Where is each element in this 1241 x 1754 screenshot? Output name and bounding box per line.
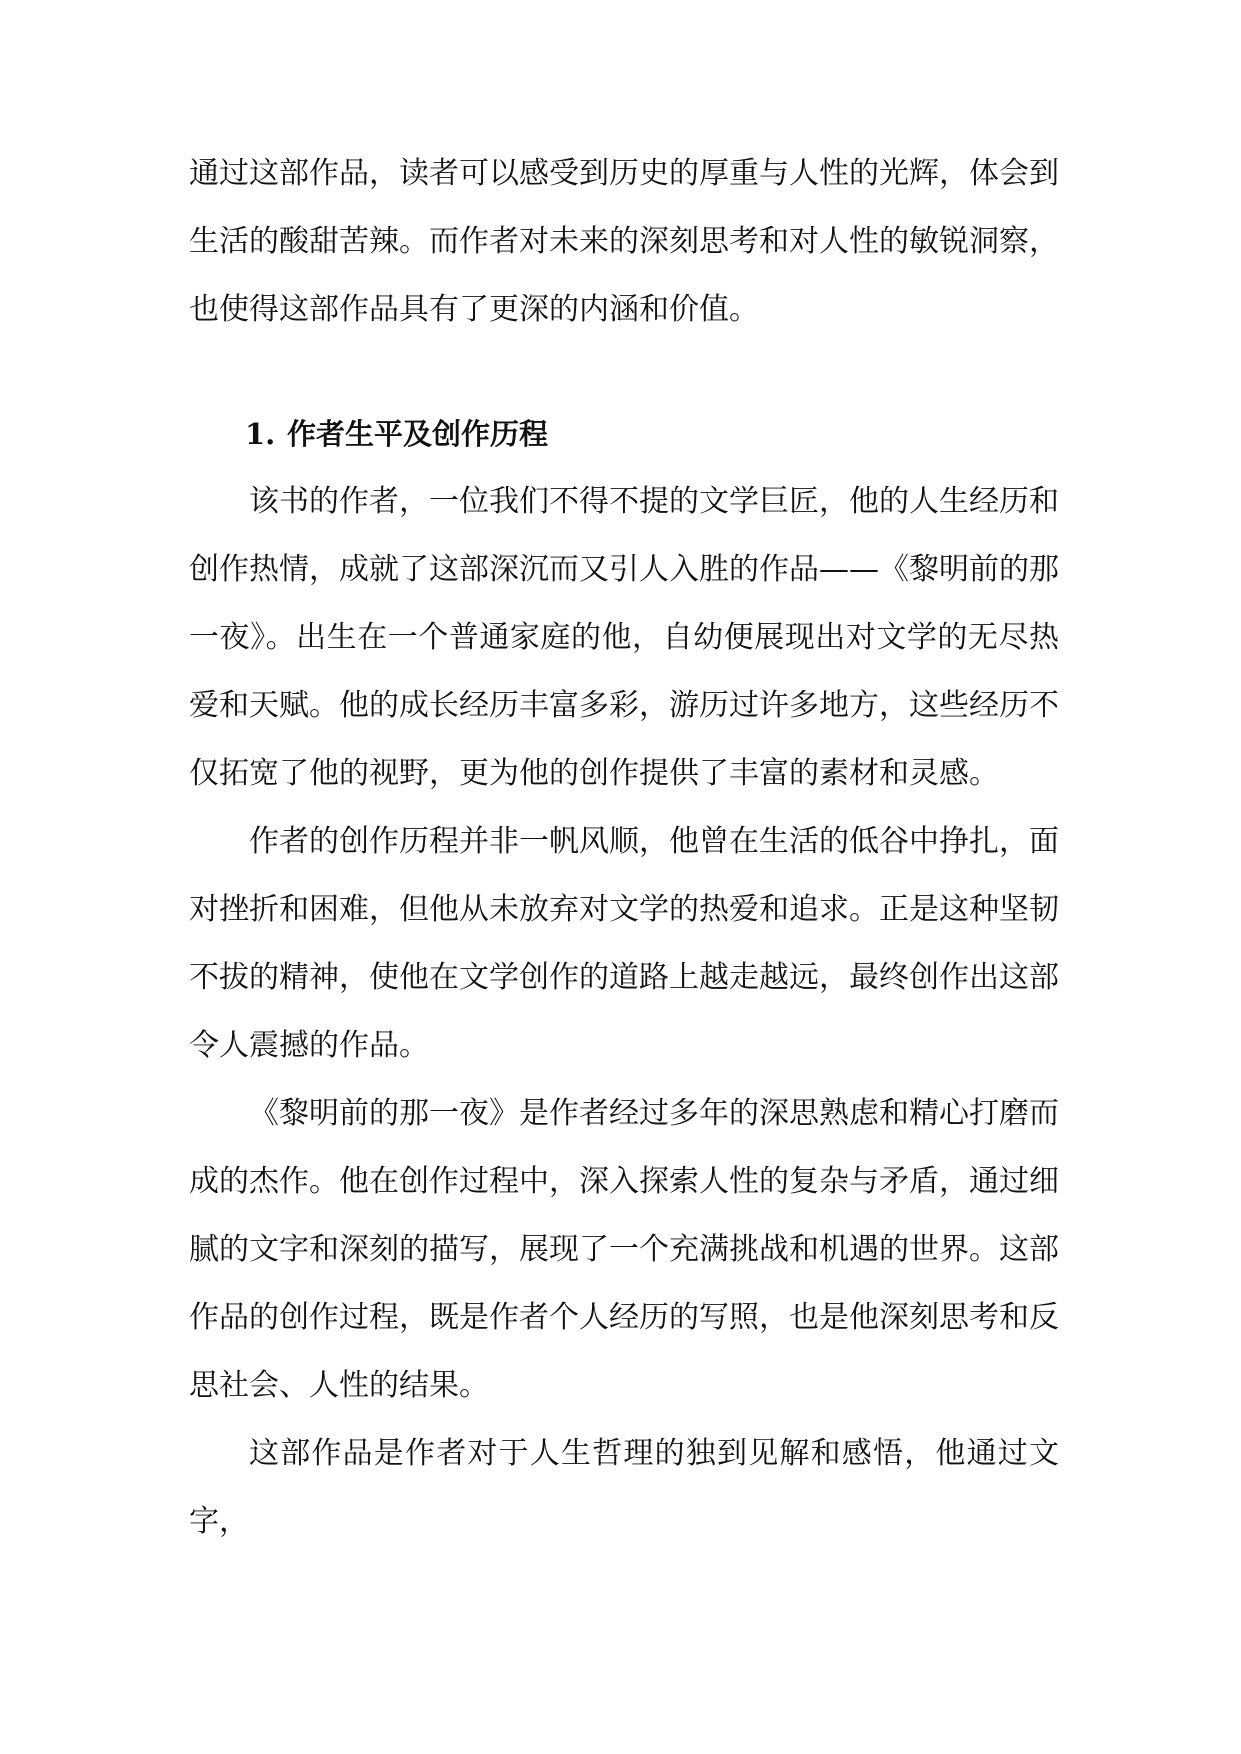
section-number: 1.: [245, 417, 276, 451]
paragraph-2: 作者的创作历程并非一帆风顺，他曾在生活的低谷中挣扎，面对挫折和困难，但他从未放弃对文学的热爱和追求。正是这种坚韧不拔的精神，使他在文学创作的道路上越走越远，最终创作出这部令人震撼的作品。: [189, 824, 1059, 1063]
section-heading: [189, 400, 1059, 468]
document-body: [189, 140, 1059, 1556]
paragraph-intro: 通过这部作品，读者可以感受到历史的厚重与人性的光辉，体会到生活的酸甜苦辣。而作者对未来的深刻思考和对人性的敏锐洞察，也使得这部作品具有了更深的内涵和价值。: [189, 156, 1059, 327]
paragraph-1: 该书的作者，一位我们不得不提的文学巨匠，他的人生经历和创作热情，成就了这部深沉而又引人入胜的作品——《黎明前的那一夜》。出生在一个普通家庭的他，自幼便展现出对文学的无尽热爱和天赋。他的成长经历丰富多彩，游历过许多地方，这些经历不仅拓宽了他的视野，更为他的创作提供了丰富的素材和灵感。: [189, 484, 1059, 791]
paragraph-3: 《黎明前的那一夜》是作者经过多年的深思熟虑和精心打磨而成的杰作。他在创作过程中，深入探索人性的复杂与矛盾，通过细腻的文字和深刻的描写，展现了一个充满挑战和机遇的世界。这部作品的创作过程，既是作者个人经历的写照，也是他深刻思考和反思社会、人性的结果。: [189, 1096, 1059, 1403]
section-title: 作者生平及创作历程: [287, 417, 549, 451]
paragraph-4: 这部作品是作者对于人生哲理的独到见解和感悟，他通过文字，: [189, 1436, 1059, 1539]
